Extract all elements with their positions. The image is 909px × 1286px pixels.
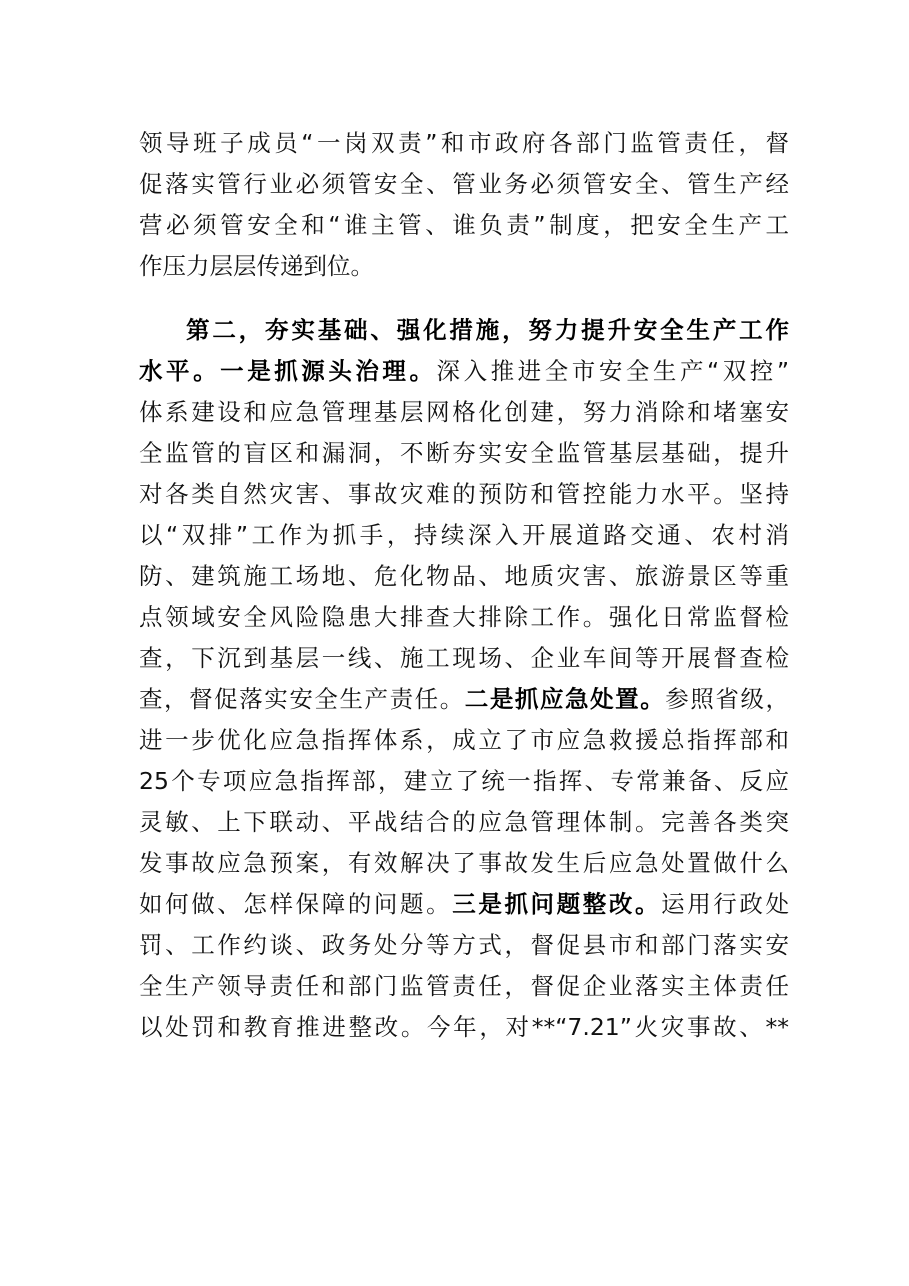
body-text: 深入推进全市安全生产“双控” [436,357,789,385]
text-line: 领导班子成员“一岗双责”和市政府各部门监管责任，督 [139,129,789,157]
text-line: 体系建设和应急管理基层网格化创建，努力消除和堵塞安 [139,398,789,426]
body-text: 查，督促落实安全生产责任。 [139,685,465,713]
text-line: 全生产领导责任和部门监管责任，督促企业落实主体责任 [139,972,789,1000]
text-line [139,679,789,719]
text-line: 促落实管行业必须管安全、管业务必须管安全、管生产经 [139,170,789,198]
text-line: 25个专项应急指挥部，建立了统一指挥、专常兼备、反应 [139,767,789,795]
text-line: 灵敏、上下联动、平战结合的应急管理体制。完善各类突 [139,808,789,836]
text-line: 进一步优化应急指挥体系，成立了市应急救援总指挥部和 [139,726,789,754]
text-line: 以处罚和教育推进整改。今年，对**“7.21”火灾事故、** [139,1013,789,1041]
text-line: 作压力层层传递到位。 [139,252,374,280]
bold-text: 三是抓问题整改。 [452,890,662,918]
text-line: 全监管的盲区和漏洞，不断夯实安全监管基层基础，提升 [139,439,789,467]
text-line: 查，下沉到基层一线、施工现场、企业车间等开展督查检 [139,644,789,672]
bold-text: 水平。一是抓源头治理。 [139,357,437,385]
bold-text: 第二，夯实基础、强化措施，努力提升安全生产工作 [186,316,789,344]
body-text: 运用行政处 [661,890,790,918]
text-line: 罚、工作约谈、政务处分等方式，督促县市和部门落实安 [139,931,789,959]
text-line: 对各类自然灾害、事故灾难的预防和管控能力水平。坚持 [139,480,789,508]
text-line: 以“双排”工作为抓手，持续深入开展道路交通、农村消 [139,521,789,549]
text-line: 营必须管安全和“谁主管、谁负责”制度，把安全生产工 [139,211,789,239]
text-line: 防、建筑施工场地、危化物品、地质灾害、旅游景区等重 [139,562,789,590]
section-heading-line [186,310,789,350]
body-text: 如何做、怎样保障的问题。 [139,890,453,918]
text-line [139,351,789,391]
text-line: 点领域安全风险隐患大排查大排除工作。强化日常监督检 [139,603,789,631]
text-line: 发事故应急预案，有效解决了事故发生后应急处置做什么 [139,849,789,877]
bold-text: 二是抓应急处置。 [464,685,666,713]
text-line [139,884,789,924]
body-text: 参照省级， [665,685,790,713]
